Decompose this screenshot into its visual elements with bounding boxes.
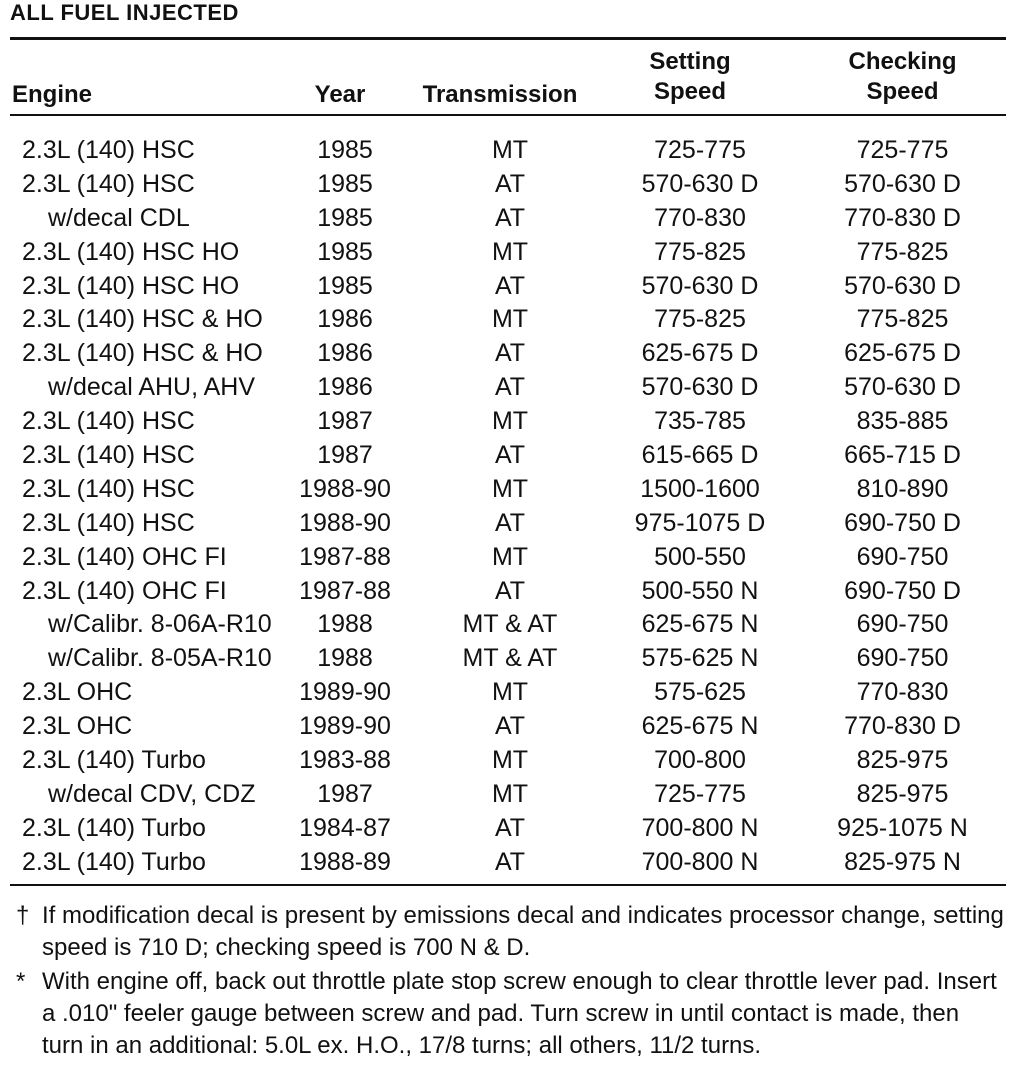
footnote	[16, 966, 1006, 1062]
table-body	[0, 134, 1024, 880]
cell-checking-speed: 570-630 D	[844, 169, 961, 198]
cell-setting-speed: 725-775	[654, 779, 746, 808]
cell-checking-speed: 770-830	[856, 678, 949, 707]
cell-setting-speed: 700-800	[654, 746, 746, 775]
cell-checking-speed: 825-975	[856, 746, 949, 775]
cell-engine: w/Calibr. 8-06A-R10	[48, 610, 272, 639]
cell-year: 1987	[317, 779, 373, 808]
cell-transmission: AT	[494, 508, 526, 537]
table-row	[0, 405, 1024, 439]
cell-transmission: AT	[494, 271, 526, 300]
cell-engine: 2.3L (140) HSC	[22, 441, 195, 470]
cell-engine: 2.3L OHC	[22, 712, 133, 741]
table-row	[0, 202, 1024, 236]
table-row	[0, 778, 1024, 812]
cell-engine: 2.3L (140) HSC HO	[22, 271, 240, 300]
cell-engine: w/decal CDL	[48, 203, 190, 232]
cell-year: 1985	[317, 169, 373, 198]
cell-transmission: MT & AT	[462, 644, 558, 673]
cell-year: 1985	[317, 136, 373, 164]
cell-year: 1987-88	[299, 576, 391, 605]
cell-engine: w/Calibr. 8-05A-R10	[48, 644, 272, 673]
footnotes	[16, 900, 1006, 1064]
cell-transmission: AT	[494, 576, 526, 605]
table-row	[0, 608, 1024, 642]
cell-setting-speed: 570-630 D	[641, 169, 759, 198]
cell-transmission: MT	[491, 407, 529, 436]
table-row	[0, 676, 1024, 710]
footnote-mark: *	[16, 968, 26, 995]
cell-checking-speed: 690-750 D	[844, 576, 961, 605]
table-row	[0, 744, 1024, 778]
cell-transmission: AT	[494, 813, 526, 842]
cell-setting-speed: 615-665 D	[641, 441, 759, 470]
cell-transmission: AT	[494, 847, 526, 876]
cell-setting-speed: 500-550 N	[641, 576, 759, 605]
table-row	[0, 846, 1024, 880]
cell-checking-speed: 770-830 D	[844, 203, 961, 232]
cell-engine: 2.3L (140) HSC	[22, 169, 195, 198]
cell-transmission: AT	[494, 339, 526, 368]
cell-setting-speed: 575-625	[654, 678, 746, 707]
table-row	[0, 134, 1024, 168]
table-row	[0, 337, 1024, 371]
cell-engine: 2.3L (140) OHC FI	[22, 542, 227, 571]
cell-engine: 2.3L (140) Turbo	[22, 746, 206, 775]
cell-year: 1989-90	[299, 712, 391, 741]
cell-engine: 2.3L (140) HSC	[22, 474, 195, 503]
header-setting-speed	[620, 47, 760, 107]
cell-year: 1988-90	[299, 508, 391, 537]
cell-setting-speed: 625-675 N	[641, 610, 759, 639]
cell-year: 1985	[317, 203, 373, 232]
header-divider	[10, 114, 1006, 116]
table-row	[0, 710, 1024, 744]
cell-transmission: MT	[491, 136, 529, 164]
cell-setting-speed: 625-675 N	[641, 712, 759, 741]
cell-setting-speed: 770-830	[654, 203, 746, 232]
cell-engine: w/decal AHU, AHV	[48, 373, 256, 402]
header-checking-speed	[830, 47, 975, 107]
cell-setting-speed: 500-550	[654, 542, 746, 571]
cell-year: 1986	[317, 305, 373, 334]
cell-checking-speed: 775-825	[856, 305, 949, 334]
cell-year: 1987-88	[299, 542, 391, 571]
table-row	[0, 473, 1024, 507]
cell-year: 1988-90	[299, 474, 391, 503]
cell-year: 1984-87	[299, 813, 391, 842]
table-row	[0, 270, 1024, 304]
cell-transmission: AT	[494, 712, 526, 741]
cell-engine: 2.3L (140) HSC	[22, 407, 195, 436]
table-row	[0, 439, 1024, 473]
footnote	[16, 900, 1006, 964]
cell-checking-speed: 825-975	[856, 779, 949, 808]
table-row	[0, 507, 1024, 541]
cell-year: 1986	[317, 339, 373, 368]
cell-transmission: MT & AT	[462, 610, 558, 639]
cell-engine: 2.3L (140) HSC & HO	[22, 339, 263, 368]
table-row	[0, 236, 1024, 270]
table-row	[0, 642, 1024, 676]
cell-checking-speed: 770-830 D	[844, 712, 961, 741]
cell-transmission: MT	[491, 678, 529, 707]
cell-checking-speed: 775-825	[856, 237, 949, 266]
cell-year: 1986	[317, 373, 373, 402]
header-year: Year	[314, 81, 366, 108]
cell-checking-speed: 810-890	[856, 474, 949, 503]
cell-year: 1988	[317, 610, 373, 639]
cell-checking-speed: 725-775	[856, 136, 949, 164]
cell-engine: 2.3L (140) Turbo	[22, 847, 206, 876]
footnote-mark: †	[16, 902, 30, 929]
cell-year: 1988-89	[299, 847, 391, 876]
cell-year: 1987	[317, 441, 373, 470]
cell-checking-speed: 690-750	[856, 542, 949, 571]
cell-year: 1988	[317, 644, 373, 673]
table-row	[0, 371, 1024, 405]
cell-checking-speed: 570-630 D	[844, 373, 961, 402]
cell-checking-speed: 690-750	[856, 610, 949, 639]
cell-year: 1985	[317, 237, 373, 266]
cell-setting-speed: 700-800 N	[641, 847, 759, 876]
table-row	[0, 168, 1024, 202]
header-setting-line2: Speed	[653, 78, 727, 105]
cell-transmission: MT	[491, 542, 529, 571]
table-row	[0, 303, 1024, 337]
cell-transmission: MT	[491, 779, 529, 808]
header-setting-line1: Setting	[649, 48, 731, 75]
header-transmission: Transmission	[422, 81, 578, 108]
cell-engine: 2.3L (140) HSC	[22, 136, 195, 164]
cell-setting-speed: 570-630 D	[641, 271, 759, 300]
cell-transmission: MT	[491, 305, 529, 334]
cell-engine: 2.3L (140) HSC & HO	[22, 305, 263, 334]
cell-setting-speed: 775-825	[654, 305, 746, 334]
cell-transmission: MT	[491, 474, 529, 503]
cell-engine: 2.3L OHC	[22, 678, 133, 707]
cell-engine: 2.3L (140) Turbo	[22, 813, 206, 842]
cell-year: 1983-88	[299, 746, 391, 775]
cell-setting-speed: 625-675 D	[641, 339, 759, 368]
cell-transmission: AT	[494, 169, 526, 198]
footnote-text: With engine off, back out throttle plate stop screw enough to clear throttle lever pad. Insert a .010" feeler gauge between screw and pad. Turn screw in until contact is made, then turn in an additional: 5.0L ex. H.O., 17/8 turns; all others, 11/2 turns.	[42, 968, 997, 1059]
cell-transmission: AT	[494, 203, 526, 232]
cell-engine: w/decal CDV, CDZ	[48, 779, 256, 808]
cell-checking-speed: 690-750	[856, 644, 949, 673]
cell-checking-speed: 625-675 D	[844, 339, 961, 368]
header-checking-line2: Speed	[866, 78, 939, 105]
cell-checking-speed: 690-750 D	[844, 508, 961, 537]
cell-setting-speed: 700-800 N	[641, 813, 759, 842]
cell-setting-speed: 725-775	[654, 136, 746, 164]
cell-setting-speed: 575-625 N	[641, 644, 759, 673]
cell-checking-speed: 835-885	[856, 407, 949, 436]
cell-transmission: AT	[494, 373, 526, 402]
cell-transmission: AT	[494, 441, 526, 470]
cell-engine: 2.3L (140) HSC	[22, 508, 195, 537]
table-row	[0, 541, 1024, 575]
footnote-text: If modification decal is present by emissions decal and indicates processor change, setting speed is 710 D; checking speed is 700 N & D.	[42, 902, 1004, 961]
header-checking-line1: Checking	[848, 48, 957, 75]
cell-checking-speed: 925-1075 N	[837, 813, 968, 842]
top-divider	[10, 37, 1006, 40]
header-engine: Engine	[12, 81, 93, 108]
cell-transmission: MT	[491, 746, 529, 775]
cell-transmission: MT	[491, 237, 529, 266]
cell-engine: 2.3L (140) HSC HO	[22, 237, 240, 266]
cell-setting-speed: 570-630 D	[641, 373, 759, 402]
cell-checking-speed: 665-715 D	[844, 441, 961, 470]
cell-setting-speed: 775-825	[654, 237, 746, 266]
cell-setting-speed: 735-785	[654, 407, 746, 436]
table-row	[0, 575, 1024, 609]
footer-divider	[10, 884, 1006, 886]
cell-setting-speed: 975-1075 D	[634, 508, 766, 537]
table-row	[0, 812, 1024, 846]
cell-checking-speed: 570-630 D	[844, 271, 961, 300]
cell-year: 1985	[317, 271, 373, 300]
cell-year: 1987	[317, 407, 373, 436]
table-title: ALL FUEL INJECTED	[10, 0, 239, 25]
cell-checking-speed: 825-975 N	[844, 847, 961, 876]
cell-engine: 2.3L (140) OHC FI	[22, 576, 227, 605]
cell-year: 1989-90	[299, 678, 391, 707]
cell-setting-speed: 1500-1600	[640, 474, 760, 503]
